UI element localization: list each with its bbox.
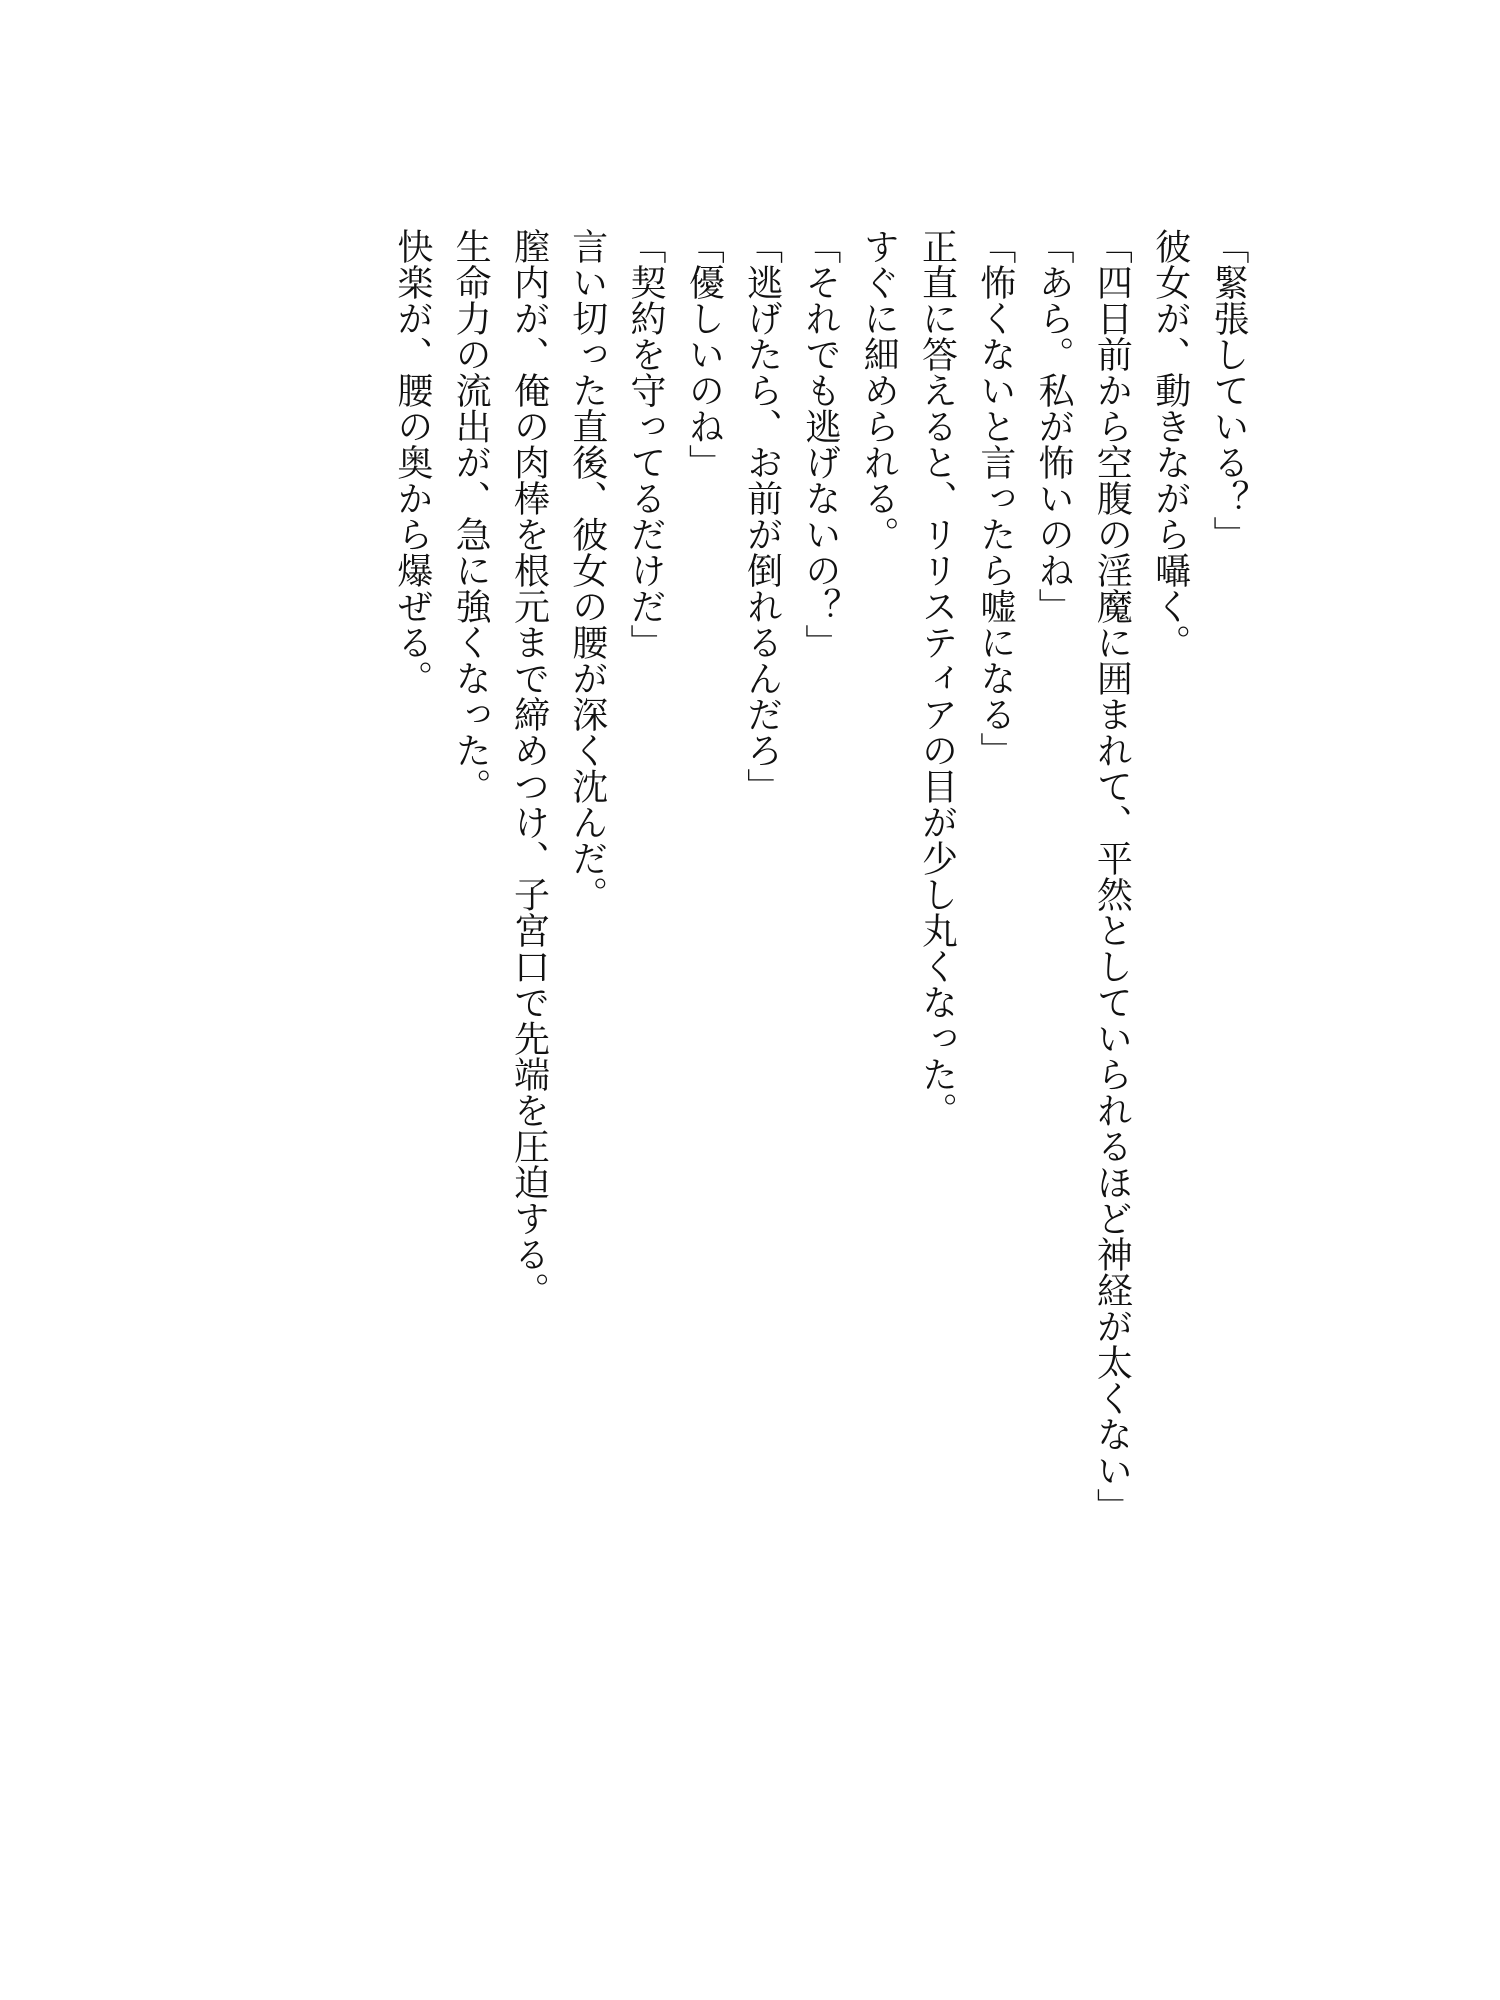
text-line: 「緊張している？」 [1208, 228, 1249, 552]
text-line: すぐに細められる。 [858, 228, 900, 552]
text-line: 彼女が、動きながら囁く。 [1149, 228, 1191, 660]
text-line: 「優しいのね」 [683, 228, 725, 480]
vertical-text-block [383, 228, 1257, 1524]
text-line: 膣内が、俺の肉棒を根元まで締めつけ、子宮口で先端を圧迫する。 [508, 228, 550, 1308]
text-line: 「逃げたら、お前が倒れるんだろ」 [741, 228, 783, 804]
text-line: 正直に答えると、リリスティアの目が少し丸くなった。 [916, 228, 958, 1128]
text-line: 生命力の流出が、急に強くなった。 [450, 228, 492, 804]
text-line: 「それでも逃げないの？」 [799, 228, 841, 660]
text-line: 「四日前から空腹の淫魔に囲まれて、平然としていられるほど神経が太くない」 [1091, 228, 1133, 1524]
text-line: 快楽が、腰の奥から爆ぜる。 [391, 228, 433, 696]
text-line: 「あら。私が怖いのね」 [1033, 228, 1075, 624]
text-line: 言い切った直後、彼女の腰が深く沈んだ。 [566, 228, 608, 912]
text-line: 「契約を守ってるだけだ」 [625, 228, 667, 660]
text-line: 「怖くないと言ったら嘘になる」 [974, 228, 1016, 768]
